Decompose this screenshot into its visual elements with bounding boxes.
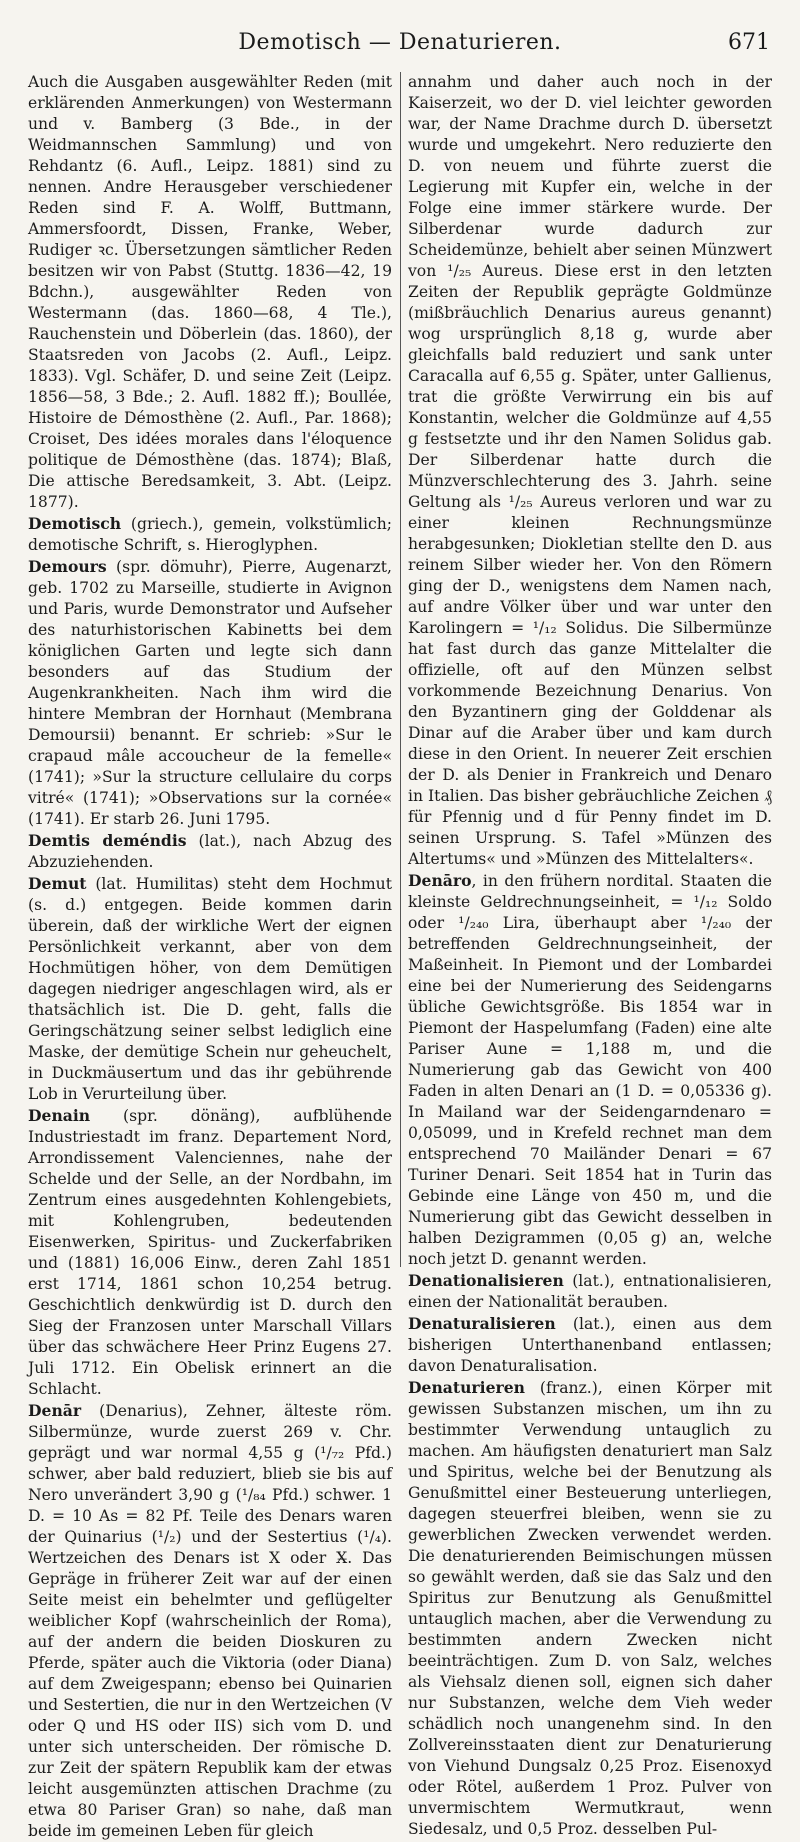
right-column bbox=[408, 72, 772, 1838]
entry-headword: Denationalisieren bbox=[408, 1271, 564, 1290]
entry-text: (lat. Humilitas) steht dem Hochmut (s. d.) entgegen. Beide kommen darin überein, daß der wirkliche Wert der eignen Persönlichkeit verkannt, aber von dem Hochmütigen höher, von dem Demütigen dagegen niedriger angeschlagen wird, als er thatsächlich ist. Die D. geht, falls die Geringschätzung seiner selbst lediglich eine Maske, der demütige Schein nur geheuchelt, in Duckmäusertum und das ihr gebührende Lob in Verurteilung über. bbox=[28, 875, 392, 1103]
entry-headword: Demut bbox=[28, 874, 87, 893]
entry-headword: Denāro bbox=[408, 871, 472, 890]
dictionary-entry bbox=[28, 1105, 392, 1400]
entry-headword: Denaturalisieren bbox=[408, 1314, 556, 1333]
entry-text: (griech.), gemein, volkstümlich; demotische Schrift, s. Hieroglyphen. bbox=[28, 515, 392, 554]
dictionary-entry bbox=[28, 72, 392, 513]
entry-headword: Demours bbox=[28, 557, 107, 576]
dictionary-entry bbox=[28, 1400, 392, 1842]
entry-text: (lat.), einen aus dem bisherigen Unterthanenband entlassen; davon Denaturalisation. bbox=[408, 1315, 772, 1375]
dictionary-entry bbox=[28, 556, 392, 830]
entry-text: (lat.), entnationalisieren, einen der Nationalität berauben. bbox=[408, 1272, 772, 1311]
entry-text: (Denarius), Zehner, älteste röm. Silbermünze, wurde zuerst 269 v. Chr. geprägt und war normal 4,55 g (¹/₇₂ Pfd.) schwer, aber bald reduziert, blieb sie bis auf Nero unverändert 3,90 g (¹/₈₄ Pfd.) schwer. 1 D. = 10 As = 82 Pf. Teile des Denars waren der Quinarius (¹/₂) und der Sestertius (¹/₄). Wertzeichen des Denars ist X oder X̶. Das Gepräge in früherer Zeit war auf der einen Seite meist ein behelmter und geflügelter weiblicher Kopf (wahrscheinlich der Roma), auf der andern die beiden Dioskuren zu Pferde, später auch die Viktoria (oder Diana) auf dem Zweigespann; ebenso bei Quinarien und Sestertien, die nur in den Wertzeichen (V oder Q und HS oder IIS) sich vom D. und unter sich unterscheiden. Der römische D. zur Zeit der spätern Republik kam der etwas leicht ausgemünzten attischen Drachme (zu etwa 80 Pariser Gran) so nahe, daß man beide im gemeinen Leben für gleich bbox=[28, 1402, 392, 1840]
dictionary-entry bbox=[408, 1270, 772, 1313]
entry-headword: Denain bbox=[28, 1106, 91, 1125]
entry-text: (spr. dönäng), aufblühende Industriestadt im franz. Departement Nord, Arrondissement Valenciennes, nahe der Schelde und der Selle, an der Nordbahn, im Zentrum eines ausgedehnten Kohlengebiets, mit Kohlengruben, bedeutenden Eisenwerken, Spiritus- und Zuckerfabriken und (1881) 16,006 Einw., deren Zahl 1851 erst 1714, 1861 schon 10,254 betrug. Geschichtlich denkwürdig ist D. durch den Sieg der Franzosen unter Marschall Villars über das schwächere Heer Prinz Eugens 27. Juli 1712. Ein Obelisk erinnert an die Schlacht. bbox=[28, 1107, 392, 1398]
dictionary-entry bbox=[408, 72, 772, 870]
page-number: 671 bbox=[728, 30, 770, 55]
running-title: Demotisch — Denaturieren. bbox=[238, 30, 562, 55]
dictionary-entry bbox=[28, 830, 392, 873]
dictionary-entry bbox=[408, 870, 772, 1270]
entry-text: (spr. dömuhr), Pierre, Augenarzt, geb. 1702 zu Marseille, studierte in Avignon und Paris, wurde Demonstrator und Aufseher des naturhistorischen Kabinetts bei dem königlichen Garten und legte sich dann besonders auf das Studium der Augenkrankheiten. Nach ihm wird die hintere Membran der Hornhaut (Membrana Demoursii) benannt. Er schrieb: »Sur le crapaud mâle accoucheur de la femelle« (1741); »Sur la structure cellulaire du corps vitré« (1741); »Observations sur la cornée« (1741). Er starb 26. Juni 1795. bbox=[28, 558, 392, 828]
dictionary-entry bbox=[28, 873, 392, 1105]
entry-headword: Denār bbox=[28, 1401, 82, 1420]
entry-text: , in den frühern nordital. Staaten die kleinste Geldrechnungseinheit, = ¹/₁₂ Soldo oder ¹/₂₄₀ Lira, überhaupt aber ¹/₂₄₀ der betreffenden Geldrechnungseinheit, der Maßeinheit. In Piemont und der Lombardei eine bei der Numerierung des Seidengarns übliche Gewichtsgröße. Bis 1854 war in Piemont der Haspelumfang (Faden) eine alte Pariser Aune = 1,188 m, und die Numerierung gab das Gewicht von 400 Faden in alten Denari an (1 D. = 0,05336 g). In Mailand war der Seidengarndenaro = 0,05099, und in Krefeld rechnet man dem entsprechend 70 Mailänder Denari = 67 Turiner Denari. Seit 1854 hat in Turin das Gebinde eine Länge von 450 m, und die Numerierung gibt das Gewicht desselben in halben Dezigrammen (0,05 g) an, welche noch jetzt D. genannt werden. bbox=[408, 872, 772, 1268]
entry-text: annahm und daher auch noch in der Kaiserzeit, wo der D. viel leichter geworden war, der Name Drachme durch D. übersetzt wurde und umgekehrt. Nero reduzierte den D. von neuem und führte zuerst die Legierung mit Kupfer ein, welche in der Folge eine immer stärkere wurde. Der Silberdenar wurde dadurch zur Scheidemünze, behielt aber seinen Münzwert von ¹/₂₅ Aureus. Diese erst in den letzten Zeiten der Republik geprägte Goldmünze (mißbräuchlich Denarius aureus genannt) wog ursprünglich 8,18 g, wurde aber gleichfalls bald reduziert und sank unter Caracalla auf 6,55 g. Später, unter Gallienus, trat die größte Verwirrung ein bis auf Konstantin, welcher die Goldmünze auf 4,55 g festsetzte und ihr den Namen Solidus gab. Der Silberdenar hatte durch die Münzverschlechterung des 3. Jahrh. seine Geltung als ¹/₂₅ Aureus verloren und war zu einer kleinen Rechnungsmünze herabgesunken; Diokletian stellte den D. aus reinem Silber wieder her. Von den Römern ging der D., wenigstens dem Namen nach, auf andre Völker über und war unter den Karolingern = ¹/₁₂ Solidus. Die Silbermünze hat fast durch das ganze Mittelalter die offizielle, oft auf den Münzen selbst vorkommende Bezeichnung Denarius. Von den Byzantinern ging der Golddenar als Dinar auf die Araber über und kam durch diese in den Orient. In neuerer Zeit erschien der D. als Denier in Frankreich und Denaro in Italien. Das bisher gebräuchliche Zeichen ₰ für Pfennig und d für Penny findet im D. seinen Ursprung. S. Tafel »Münzen des Altertums« und »Münzen des Mittelalters«. bbox=[408, 73, 772, 868]
entry-headword: Demotisch bbox=[28, 514, 122, 533]
dictionary-entry bbox=[28, 513, 392, 556]
left-column bbox=[28, 72, 393, 1840]
entry-text: Auch die Ausgaben ausgewählter Reden (mit erklärenden Anmerkungen) von Westermann und v. Bamberg (3 Bde., in der Weidmannschen Sammlung) und von Rehdantz (6. Aufl., Leipz. 1881) sind zu nennen. Andre Herausgeber verschiedener Reden sind F. A. Wolff, Buttmann, Ammersfoordt, Dissen, Franke, Weber, Rudiger ꝛc. Übersetzungen sämtlicher Reden besitzen wir von Pabst (Stuttg. 1836—42, 19 Bdchn.), ausgewählter Reden von Westermann (das. 1860—68, 4 Tle.), Rauchenstein und Döberlein (das. 1860), der Staatsreden von Jacobs (2. Aufl., Leipz. 1833). Vgl. Schäfer, D. und seine Zeit (Leipz. 1856—58, 3 Bde.; 2. Aufl. 1882 ff.); Boullée, Histoire de Démosthène (2. Aufl., Par. 1868); Croiset, Des idées morales dans l'éloquence politique de Démosthène (das. 1874); Blaß, Die attische Beredsamkeit, 3. Abt. (Leipz. 1877). bbox=[28, 73, 392, 511]
dictionary-entry bbox=[408, 1377, 772, 1840]
entry-text: (lat.), nach Abzug des Abzuziehenden. bbox=[28, 832, 393, 871]
entry-headword: Denaturieren bbox=[408, 1378, 525, 1397]
text-columns bbox=[28, 72, 772, 1840]
entry-headword: Demtis deméndis bbox=[28, 831, 187, 850]
entry-text: (franz.), einen Körper mit gewissen Substanzen mischen, um ihn zu bestimmter Verwendung untauglich zu machen. Am häufigsten denaturiert man Salz und Spiritus, welche bei der Benutzung als Genußmittel einer Besteuerung unterliegen, dagegen steuerfrei bleiben, wenn sie zu gewerblichen Zwecken verwendet werden. Die denaturierenden Beimischungen müssen so gewählt werden, daß sie das Salz und den Spiritus zur Benutzung als Genußmittel untauglich machen, aber die Verwendung zu bestimmten andern Zwecken nicht beeinträchtigen. Zum D. von Salz, welches als Viehsalz dienen soll, eignen sich daher nur Substanzen, welche dem Vieh weder schädlich noch unangenehm sind. In den Zollvereinsstaaten dient zur Denaturierung von Viehund Dungsalz 0,25 Proz. Eisenoxyd oder Rötel, außerdem 1 Proz. Pulver von unvermischtem Wermutkraut, wenn Siedesalz, und 0,5 Proz. desselben Pul- bbox=[408, 1379, 772, 1838]
dictionary-entry bbox=[408, 1313, 772, 1377]
page-header bbox=[30, 30, 770, 58]
column-divider bbox=[400, 72, 401, 1267]
